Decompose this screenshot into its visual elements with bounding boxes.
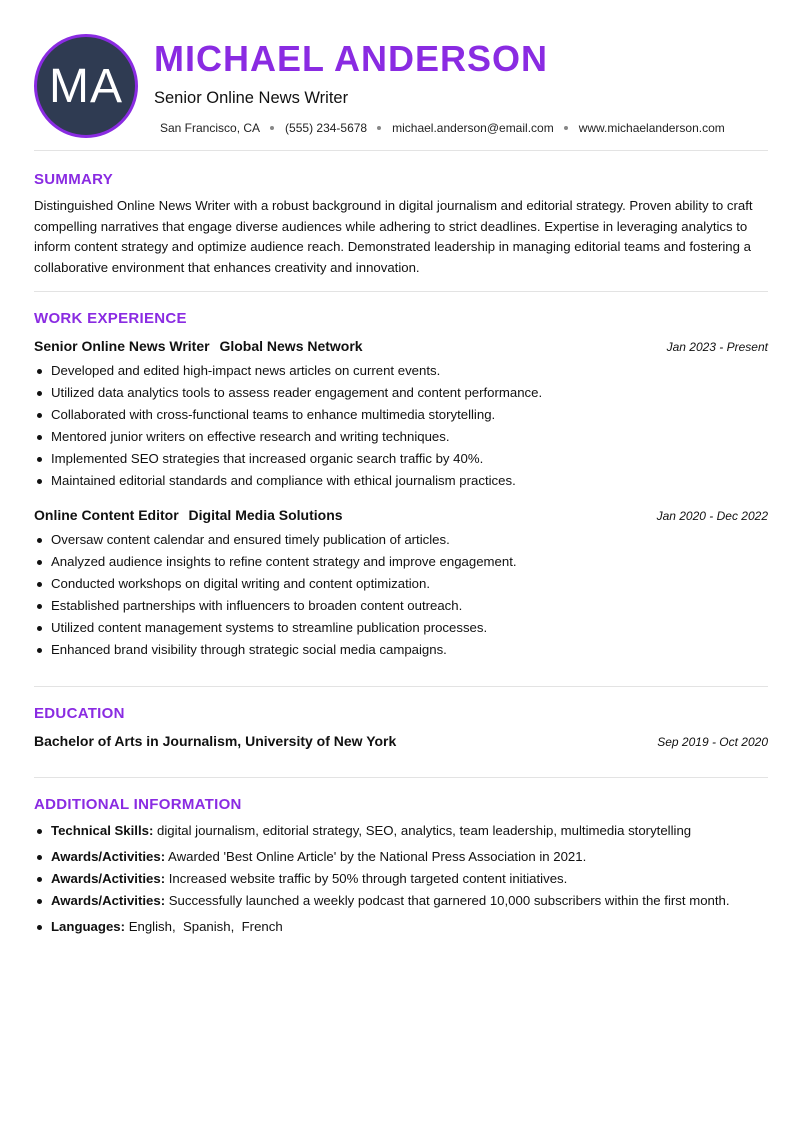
- item-text: Awarded 'Best Online Article' by the National Press Association in 2021.: [165, 849, 587, 864]
- job-company: Digital Media Solutions: [188, 507, 343, 523]
- job-company: Global News Network: [219, 338, 363, 354]
- avatar-initials: MA: [49, 59, 123, 113]
- section-divider: [34, 686, 768, 687]
- contact-location: San Francisco, CA: [160, 121, 261, 135]
- item-text: Increased website traffic by 50% through targeted content initiatives.: [165, 871, 568, 886]
- item-label: Awards/Activities:: [51, 849, 166, 864]
- job-bullet-list: [34, 360, 768, 492]
- additional-list: [34, 820, 768, 938]
- additional-item: [34, 820, 768, 842]
- separator-dot: [270, 126, 274, 130]
- separator-dot: [377, 126, 381, 130]
- job-dates: Jan 2023 - Present: [666, 340, 768, 354]
- job-bullet: Enhanced brand visibility through strategic social media campaigns.: [34, 639, 768, 661]
- contact-line: [160, 121, 725, 135]
- item-label: Technical Skills:: [51, 823, 154, 838]
- job-bullet: Maintained editorial standards and compliance with ethical journalism practices.: [34, 470, 768, 492]
- additional-heading: ADDITIONAL INFORMATION: [34, 796, 242, 813]
- education-heading: EDUCATION: [34, 705, 125, 722]
- job-bullet: Mentored junior writers on effective research and writing techniques.: [34, 426, 768, 448]
- languages-label: Languages:: [51, 919, 126, 934]
- job-bullet: Conducted workshops on digital writing and content optimization.: [34, 573, 768, 595]
- education-entry: [34, 733, 768, 751]
- summary-heading: SUMMARY: [34, 171, 114, 188]
- additional-item-languages: Languages: English, Spanish, French: [34, 916, 768, 938]
- job-role: Online Content Editor: [34, 507, 179, 523]
- separator-dot: [564, 126, 568, 130]
- job-header: [34, 507, 768, 525]
- summary-text: Distinguished Online News Writer with a robust background in digital journalism and editorial strategy. Proven ability to craft compelling narratives that engage diverse audiences while adhering to strict deadlines. Expertise in leveraging analytics to inform content strategy and optimize audience reach. Demonstrated leadership in managing editorial teams and fostering a collaborative environment that enhances creativity and innovation.: [34, 198, 753, 275]
- job-bullet: Analyzed audience insights to refine content strategy and improve engagement.: [34, 551, 768, 573]
- language: Spanish: [182, 919, 231, 934]
- contact-email[interactable]: michael.anderson@email.com: [392, 121, 554, 135]
- job-bullet: Utilized data analytics tools to assess reader engagement and content performance.: [34, 382, 768, 404]
- job-bullet: Implemented SEO strategies that increased organic search traffic by 40%.: [34, 448, 768, 470]
- language: French: [241, 919, 283, 934]
- item-text: Successfully launched a weekly podcast that garnered 10,000 subscribers within the first month.: [165, 893, 730, 908]
- section-divider: [34, 150, 768, 151]
- job-dates: Jan 2020 - Dec 2022: [656, 509, 768, 523]
- resume-header: [34, 34, 768, 138]
- job-header: [34, 338, 768, 356]
- education-dates: Sep 2019 - Oct 2020: [657, 735, 768, 749]
- job-bullet: Developed and edited high-impact news articles on current events.: [34, 360, 768, 382]
- job-bullet-list: [34, 529, 768, 661]
- item-label: Awards/Activities:: [51, 893, 166, 908]
- avatar: [34, 34, 138, 138]
- additional-item: [34, 868, 768, 890]
- job-role: Senior Online News Writer: [34, 338, 210, 354]
- section-divider: [34, 291, 768, 292]
- job-bullet: Established partnerships with influencers to broaden content outreach.: [34, 595, 768, 617]
- item-label: Awards/Activities:: [51, 871, 166, 886]
- contact-website[interactable]: www.michaelanderson.com: [578, 121, 725, 135]
- contact-phone: (555) 234-5678: [285, 121, 368, 135]
- candidate-title: Senior Online News Writer: [154, 89, 349, 107]
- language: English: [128, 919, 172, 934]
- job-bullet: Utilized content management systems to streamline publication processes.: [34, 617, 768, 639]
- item-text: digital journalism, editorial strategy, SEO, analytics, team leadership, multimedia storytelling: [153, 823, 692, 838]
- additional-item: [34, 846, 768, 868]
- candidate-name: MICHAEL ANDERSON: [154, 38, 549, 79]
- job-bullet: Collaborated with cross-functional teams to enhance multimedia storytelling.: [34, 404, 768, 426]
- additional-item: [34, 890, 768, 912]
- section-divider: [34, 777, 768, 778]
- experience-heading: WORK EXPERIENCE: [34, 310, 187, 327]
- education-degree: Bachelor of Arts in Journalism, University of New York: [34, 733, 397, 749]
- job-bullet: Oversaw content calendar and ensured timely publication of articles.: [34, 529, 768, 551]
